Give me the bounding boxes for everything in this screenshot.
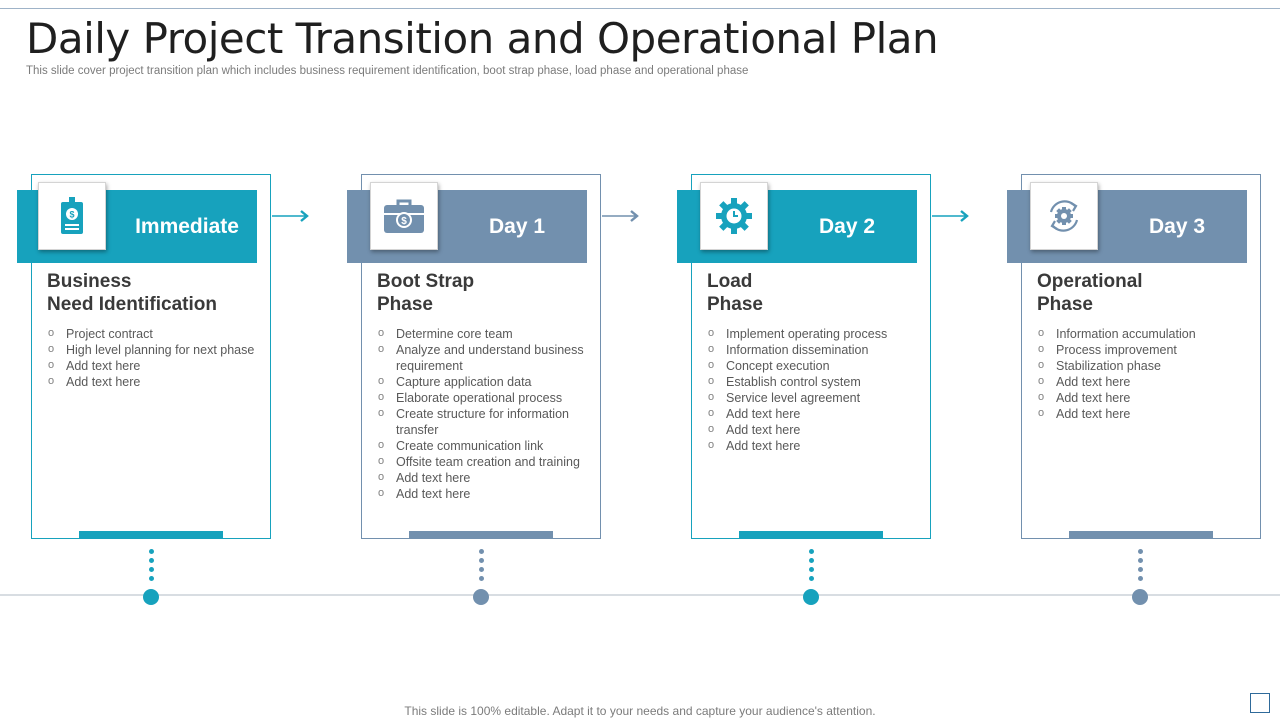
phase-icon-box	[1030, 182, 1098, 250]
phase-icon-box	[700, 182, 768, 250]
list-item: o Offsite team creation and training	[377, 454, 587, 470]
timeline-node	[473, 589, 489, 605]
list-item: o Add text here	[1037, 406, 1247, 422]
gear-clock-icon	[714, 196, 754, 236]
arrow-right-icon	[602, 206, 642, 226]
list-item: o Create structure for information transfer	[377, 406, 587, 438]
list-item: o Add text here	[1037, 374, 1247, 390]
list-item: o Add text here	[707, 422, 917, 438]
timeline-node	[143, 589, 159, 605]
footer-note: This slide is 100% editable. Adapt it to your needs and capture your audience's attention.	[404, 704, 876, 718]
phase-icon-box	[370, 182, 438, 250]
gear-refresh-icon	[1044, 196, 1084, 236]
phase-label: Day 3	[1148, 215, 1206, 238]
list-item: o Information accumulation	[1037, 326, 1247, 342]
card-bottom-bar	[409, 531, 553, 539]
list-item: o Implement operating process	[707, 326, 917, 342]
corner-box	[1250, 693, 1270, 713]
list-item: o Analyze and understand business requirement	[377, 342, 587, 374]
list-item: o Determine core team	[377, 326, 587, 342]
list-item: o Stabilization phase	[1037, 358, 1247, 374]
card-bottom-bar	[1069, 531, 1213, 539]
phase-title: Load Phase	[707, 271, 763, 315]
timeline-node	[803, 589, 819, 605]
list-item: o Add text here	[707, 406, 917, 422]
phase-label: Day 1	[488, 215, 546, 238]
list-item: o Create communication link	[377, 438, 587, 454]
card-bottom-bar	[79, 531, 223, 539]
arrow-right-icon	[272, 206, 312, 226]
list-item: o Add text here	[377, 470, 587, 486]
list-item: o Service level agreement	[707, 390, 917, 406]
list-item: o Add text here	[47, 374, 257, 390]
top-rule	[0, 8, 1280, 9]
list-item: o Add text here	[707, 438, 917, 454]
list-item: o Add text here	[377, 486, 587, 502]
phase-item-list	[1037, 326, 1247, 422]
slide-title: Daily Project Transition and Operational Plan	[26, 14, 939, 63]
card-bottom-bar	[739, 531, 883, 539]
phase-label: Immediate	[135, 215, 239, 238]
id-badge-dollar-icon	[55, 196, 89, 236]
phase-title: Boot Strap Phase	[377, 271, 475, 315]
arrow-right-icon	[932, 206, 972, 226]
list-item: o Concept execution	[707, 358, 917, 374]
list-item: o Information dissemination	[707, 342, 917, 358]
phase-title: Business Need Identification	[47, 271, 217, 315]
list-item: o Add text here	[1037, 390, 1247, 406]
phase-item-list	[377, 326, 587, 502]
list-item: o Establish control system	[707, 374, 917, 390]
list-item: o Add text here	[47, 358, 257, 374]
list-item: o Project contract	[47, 326, 257, 342]
timeline-line	[0, 594, 1280, 596]
list-item: o Process improvement	[1037, 342, 1247, 358]
briefcase-dollar-icon	[382, 197, 426, 235]
svg-text:$: $	[69, 209, 75, 220]
list-item: o Elaborate operational process	[377, 390, 587, 406]
svg-text:$: $	[401, 216, 407, 227]
list-item: o High level planning for next phase	[47, 342, 257, 358]
timeline-node	[1132, 589, 1148, 605]
phase-title: Operational Phase	[1037, 271, 1143, 315]
phase-icon-box	[38, 182, 106, 250]
phase-item-list	[47, 326, 257, 390]
phase-item-list	[707, 326, 917, 454]
slide-subtitle: This slide cover project transition plan which includes business requirement identification, boot strap phase, load phase and operational phase	[26, 65, 749, 77]
phase-label: Day 2	[818, 215, 876, 238]
list-item: o Capture application data	[377, 374, 587, 390]
